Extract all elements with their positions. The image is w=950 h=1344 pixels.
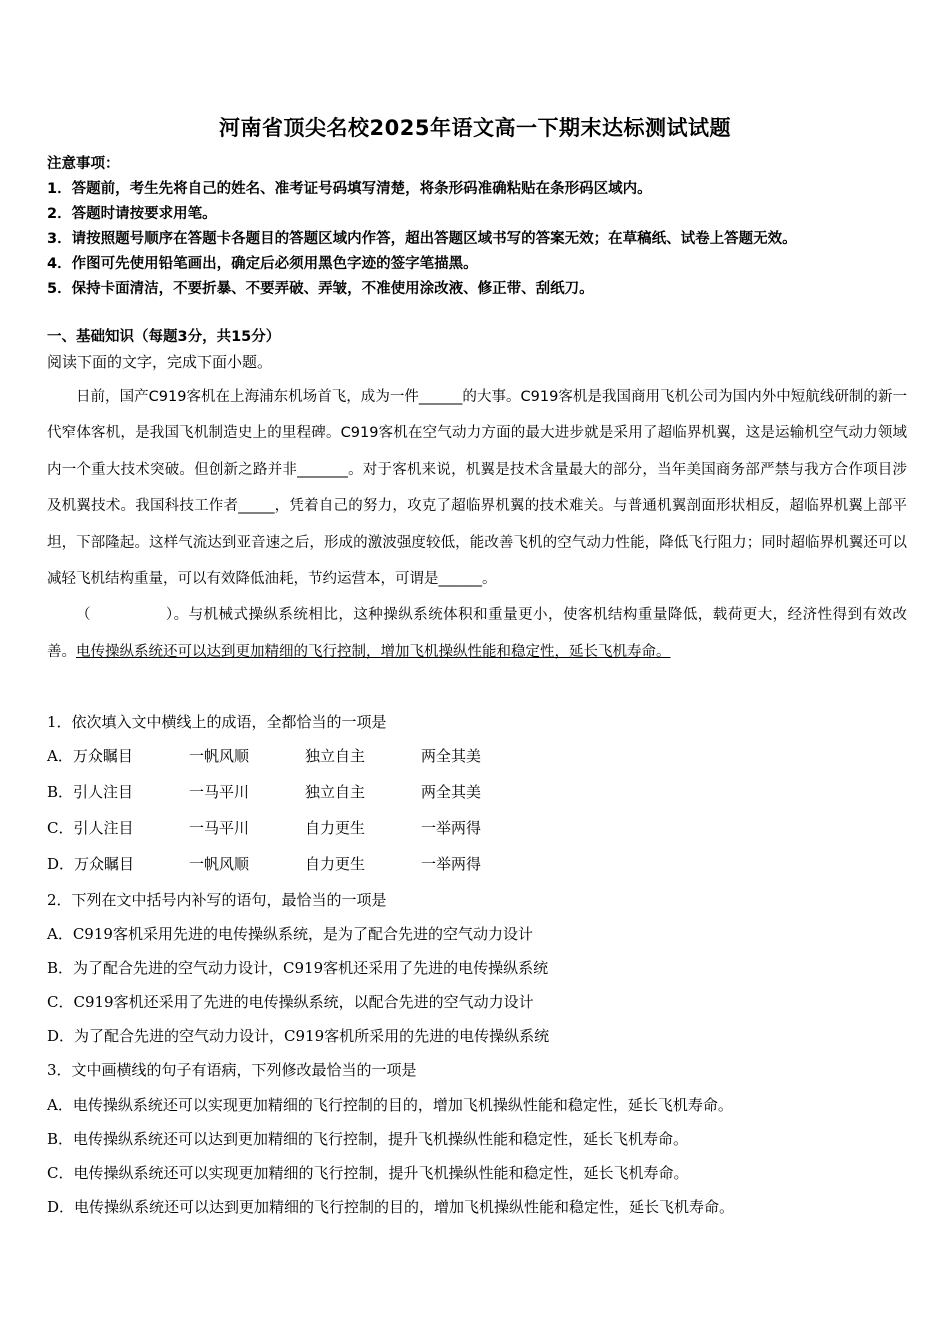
notice-item: 1．答题前，考生先将自己的姓名、准考证号码填写清楚，将条形码准确粘贴在条形码区域内。 bbox=[47, 181, 652, 197]
question-1-option-c bbox=[47, 816, 917, 840]
option-word: 一马平川 bbox=[189, 819, 250, 837]
question-3-option-b: B．电传操纵系统还可以达到更加精细的飞行控制，提升飞机操纵性能和稳定性，延长飞机寿命。 bbox=[47, 1130, 689, 1148]
option-word: 一举两得 bbox=[421, 819, 482, 837]
question-1-option-b bbox=[47, 780, 917, 804]
notice-item: 2．答题时请按要求用笔。 bbox=[47, 206, 217, 222]
option-word: 独立自主 bbox=[305, 783, 366, 801]
option-word: 一马平川 bbox=[189, 783, 250, 801]
question-2-stem: 2．下列在文中括号内补写的语句，最恰当的一项是 bbox=[47, 891, 387, 909]
notice-heading: 注意事项： bbox=[47, 156, 120, 172]
question-2-option-a: A．C919客机采用先进的电传操纵系统，是为了配合先进的空气动力设计 bbox=[47, 925, 533, 943]
option-word: 自力更生 bbox=[305, 819, 366, 837]
question-3-stem: 3．文中画横线的句子有语病，下列修改最恰当的一项是 bbox=[47, 1061, 417, 1079]
option-label: C．引人注目 bbox=[47, 819, 134, 837]
question-2-option-b: B．为了配合先进的空气动力设计，C919客机还采用了先进的电传操纵系统 bbox=[47, 959, 549, 977]
option-label: D．万众瞩目 bbox=[47, 855, 135, 873]
option-word: 两全其美 bbox=[421, 783, 482, 801]
question-3-option-c: C．电传操纵系统还可以实现更加精细的飞行控制，提升飞机操纵性能和稳定性，延长飞机寿命。 bbox=[47, 1164, 689, 1182]
notice-block bbox=[47, 152, 917, 302]
notice-item: 4．作图可先使用铅笔画出，确定后必须用黑色字迹的签字笔描黑。 bbox=[47, 256, 478, 272]
option-word: 一举两得 bbox=[421, 855, 482, 873]
page-title: 河南省顶尖名校2025年语文高一下期末达标测试试题 bbox=[219, 116, 731, 140]
option-word: 一帆风顺 bbox=[189, 747, 250, 765]
passage-paragraph-1: 日前，国产C919客机在上海浦东机场首飞，成为一件______的大事。C919客机是我国商用飞机公司为国内外中短航线研制的新一代窄体客机，是我国飞机制造史上的里程碑。C919客机在空气动力方面的最大进步就是采用了超临界机翼，这是运输机空气动力领域内一个重大技术突破。但创新之路并非_______。对于客机来说，机翼是技术含量最大的部分，当年美国商务部严禁与我方合作项目涉及机翼技术。我国科技工作者_____，凭着自己的努力，攻克了超临界机翼的技术难关。与普通机翼剖面形状相反，超临界机翼上部平坦，下部隆起。这样气流达到亚音速之后，形成的激波强度较低，能改善飞机的空气动力性能，降低飞行阻力；同时超临界机翼还可以减轻飞机结构重量，可以有效降低油耗，节约运营本，可谓是______。 bbox=[47, 389, 907, 588]
question-3-option-a: A．电传操纵系统还可以实现更加精细的飞行控制的目的，增加飞机操纵性能和稳定性，延长飞机寿命。 bbox=[47, 1096, 733, 1114]
option-label: B．引人注目 bbox=[47, 783, 134, 801]
option-word: 两全其美 bbox=[421, 747, 482, 765]
section-heading: 一、基础知识（每题3分，共15分） bbox=[47, 329, 281, 345]
option-word: 自力更生 bbox=[305, 855, 366, 873]
underlined-sentence: 电传操纵系统还可以达到更加精细的飞行控制，增加飞机操纵性能和稳定性，延长飞机寿命。 bbox=[76, 643, 671, 660]
notice-item: 5．保持卡面清洁，不要折暴、不要弄破、弄皱，不准使用涂改液、修正带、刮纸刀。 bbox=[47, 281, 594, 297]
passage-paragraph-2 bbox=[47, 597, 907, 670]
question-2-option-d: D．为了配合先进的空气动力设计，C919客机所采用的先进的电传操纵系统 bbox=[47, 1027, 550, 1045]
option-word: 一帆风顺 bbox=[189, 855, 250, 873]
reading-passage bbox=[47, 379, 907, 670]
question-1-option-d bbox=[47, 852, 917, 876]
question-1-option-a bbox=[47, 744, 917, 768]
passage-text: （ ）。与机械式操纵系统相比，这种操纵系统体积和重量更小，使客机结构重量降低，载荷更大，经济性得到有效改善。 bbox=[47, 607, 907, 660]
question-1-stem: 1．依次填入文中横线上的成语，全都恰当的一项是 bbox=[47, 713, 387, 731]
section-intro: 阅读下面的文字，完成下面小题。 bbox=[47, 353, 273, 371]
question-2-option-c: C．C919客机还采用了先进的电传操纵系统，以配合先进的空气动力设计 bbox=[47, 993, 534, 1011]
option-label: A．万众瞩目 bbox=[47, 747, 133, 765]
option-word: 独立自主 bbox=[305, 747, 366, 765]
question-3-option-d: D．电传操纵系统还可以达到更加精细的飞行控制的目的，增加飞机操纵性能和稳定性，延长飞机寿命。 bbox=[47, 1198, 735, 1216]
notice-item: 3．请按照题号顺序在答题卡各题目的答题区域内作答，超出答题区域书写的答案无效；在草稿纸、试卷上答题无效。 bbox=[47, 231, 797, 247]
